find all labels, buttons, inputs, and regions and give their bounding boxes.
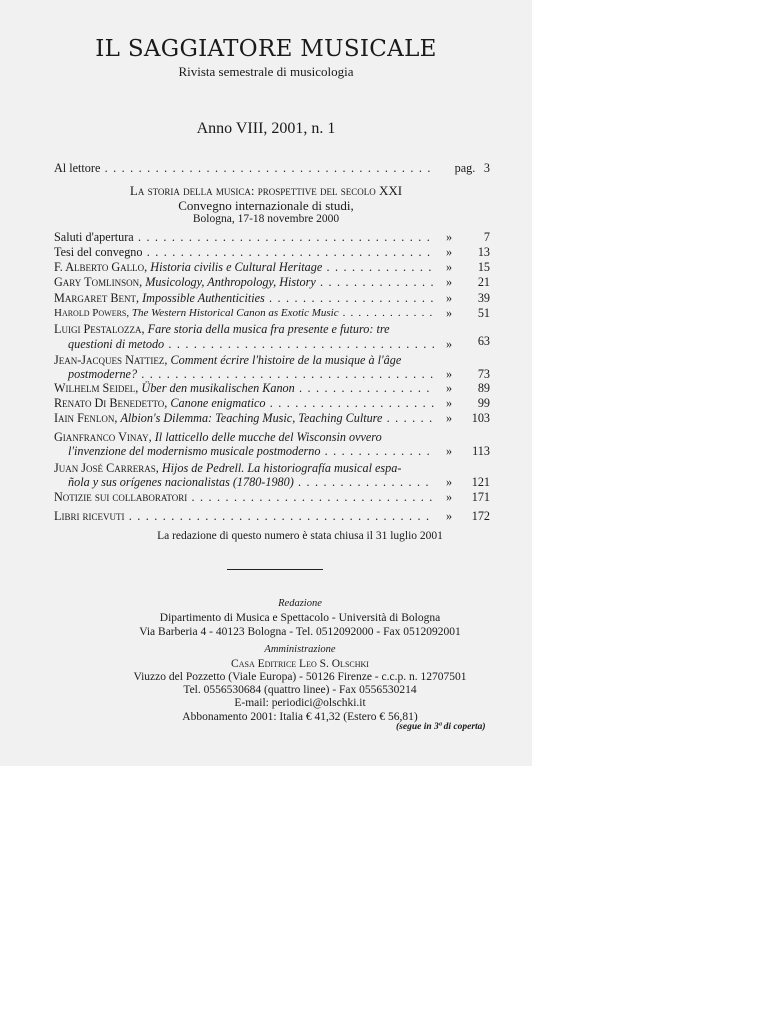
toc-page-number: 99: [477, 396, 490, 410]
publisher-address: Viuzzo del Pozzetto (Viale Europa) - 50126 Firenze - c.c.p. n. 12707501: [133, 671, 467, 683]
issue-number: Anno VIII, 2001, n. 1: [196, 120, 336, 137]
toc-page-number: 3: [483, 161, 490, 175]
toc-page-mark: »: [445, 337, 453, 351]
toc-entry-title: Canone enigmatico: [170, 396, 266, 410]
toc-entry: [54, 305, 490, 321]
toc-entry-title: Hijos de Pedrell. La historiografía musical espa-: [161, 461, 402, 475]
toc-entry-title-cont: l'invenzione del modernismo musicale postmoderno: [68, 444, 321, 458]
toc-entry-title: The Western Historical Canon as Exotic Music: [131, 307, 339, 319]
toc-entry-author: Margaret Bent,: [54, 291, 140, 305]
toc-page-number: 39: [477, 291, 490, 305]
toc-entry-title: Comment écrire l'histoire de la musique à l'âge: [170, 353, 402, 367]
publisher-phone: Tel. 0556530684 (quattro linee) - Fax 0556530214: [183, 684, 417, 696]
toc-page-number: 89: [477, 381, 490, 395]
toc-entry-author: Wilhelm Seidel,: [54, 381, 139, 395]
toc-entry-title: Fare storia della musica fra presente e futuro: tre: [147, 322, 390, 336]
toc-page-prefix: pag.: [454, 161, 476, 175]
toc-page-number: 15: [477, 260, 490, 274]
toc-page-number: 103: [471, 411, 490, 425]
toc-entry-author: Iain Fenlon,: [54, 411, 118, 425]
toc-entry-title: Historia civilis e Cultural Heritage: [150, 260, 323, 274]
toc-entry: [54, 443, 490, 459]
toc-entry-title: Impossible Authenticities: [142, 291, 265, 305]
toc-entry-title: Tesi del convegno: [54, 245, 143, 259]
toc-page-mark: »: [445, 367, 453, 381]
toc-entry-author: Harold Powers,: [54, 307, 130, 319]
journal-title: IL SAGGIATORE MUSICALE: [95, 36, 437, 62]
section-title: La storia della musica: prospettive del secolo XXI: [129, 183, 403, 198]
toc-entry-label: Al lettore . . .: [54, 160, 434, 176]
closing-note: La redazione di questo numero è stata chiusa il 31 luglio 2001: [157, 530, 443, 542]
toc-page-mark: »: [445, 306, 453, 320]
toc-entry-label: Notizie sui collaboratori: [54, 490, 188, 504]
toc-entry: [54, 410, 490, 426]
redazione-line: Dipartimento di Musica e Spettacolo - Università di Bologna: [159, 612, 441, 624]
toc-entry-label: Libri ricevuti: [54, 509, 125, 523]
toc-entry: [54, 290, 490, 306]
section-dates: Bologna, 17-18 novembre 2000: [192, 213, 340, 225]
toc-page-mark: »: [445, 291, 453, 305]
toc-entry-author: Renato Di Benedetto,: [54, 396, 168, 410]
toc-page-number: 21: [477, 275, 490, 289]
toc-page-number: 63: [477, 334, 490, 348]
toc-entry-author: F. Alberto Gallo,: [54, 260, 148, 274]
toc-entry-title-cont: questioni di metodo: [68, 337, 165, 351]
toc-entry-title: Saluti d'apertura: [54, 230, 134, 244]
toc-entry: [54, 380, 490, 396]
toc-page-mark: »: [445, 509, 453, 523]
toc-page-mark: »: [445, 245, 453, 259]
toc-entry: [54, 336, 490, 352]
toc-page-mark: »: [445, 275, 453, 289]
toc-entry-al-lettore: [54, 160, 490, 176]
toc-page-mark: »: [445, 381, 453, 395]
toc-entry: [54, 259, 490, 275]
toc-page-mark: »: [445, 490, 453, 504]
toc-page-number: 13: [477, 245, 490, 259]
toc-page-number: 171: [471, 490, 490, 504]
toc-entry-line: [54, 321, 434, 337]
section-subtitle: Convegno internazionale di studi,: [178, 198, 354, 213]
toc-entry-author: Gary Tomlinson,: [54, 275, 143, 289]
toc-entry: [54, 229, 490, 245]
redazione-address: Via Barberia 4 - 40123 Bologna - Tel. 0512092000 - Fax 0512092001: [139, 626, 461, 638]
toc-page-number: 121: [471, 475, 490, 489]
toc-page-mark: »: [445, 411, 453, 425]
toc-entry-author: Gianfranco Vinay,: [54, 430, 152, 444]
toc-entry: [54, 274, 490, 290]
toc-page-number: 7: [483, 230, 490, 244]
publisher-name: Casa Editrice Leo S. Olschki: [231, 658, 369, 670]
toc-page-number: 113: [472, 444, 490, 458]
toc-page-mark: »: [445, 475, 453, 489]
toc-entry: [54, 474, 490, 490]
toc-entry-title: Musicology, Anthropology, History: [145, 275, 316, 289]
subscription-price: Abbonamento 2001: Italia € 41,32 (Estero € 56,81): [182, 711, 418, 723]
toc-entry-title: Über den musikalischen Kanon: [141, 381, 295, 395]
amministrazione-heading: Amministrazione: [264, 644, 336, 655]
toc-page-number: 51: [477, 306, 490, 320]
toc-page-mark: »: [445, 260, 453, 274]
toc-entry-libri: [54, 508, 490, 524]
toc-page-number: 73: [477, 367, 490, 381]
toc-entry-author: Luigi Pestalozza,: [54, 322, 145, 336]
toc-page-number: 172: [471, 509, 490, 523]
divider-rule: [227, 569, 323, 570]
toc-entry-title: Albion's Dilemma: Teaching Music, Teaching Culture: [120, 411, 383, 425]
toc-entry-notizie: [54, 489, 490, 505]
toc-entry-title: Il latticello delle mucche del Wisconsin ovvero: [154, 430, 382, 444]
toc-entry-author: Juan José Carreras,: [54, 461, 159, 475]
toc-page-mark: »: [445, 230, 453, 244]
toc-entry-title-cont: postmoderne?: [68, 367, 138, 381]
toc-entry: [54, 244, 490, 260]
toc-entry: [54, 395, 490, 411]
toc-page-mark: »: [445, 396, 453, 410]
toc-entry-author: Jean-Jacques Nattiez,: [54, 353, 168, 367]
redazione-heading: Redazione: [278, 598, 322, 609]
continued-note: (segue in 3ª di coperta): [396, 722, 486, 732]
journal-subtitle: Rivista semestrale di musicologia: [178, 64, 354, 79]
toc-page-mark: »: [445, 444, 453, 458]
publisher-email: E-mail: periodici@olschki.it: [234, 697, 366, 709]
toc-entry-title-cont: ñola y sus orígenes nacionalistas (1780-1980): [68, 475, 294, 489]
